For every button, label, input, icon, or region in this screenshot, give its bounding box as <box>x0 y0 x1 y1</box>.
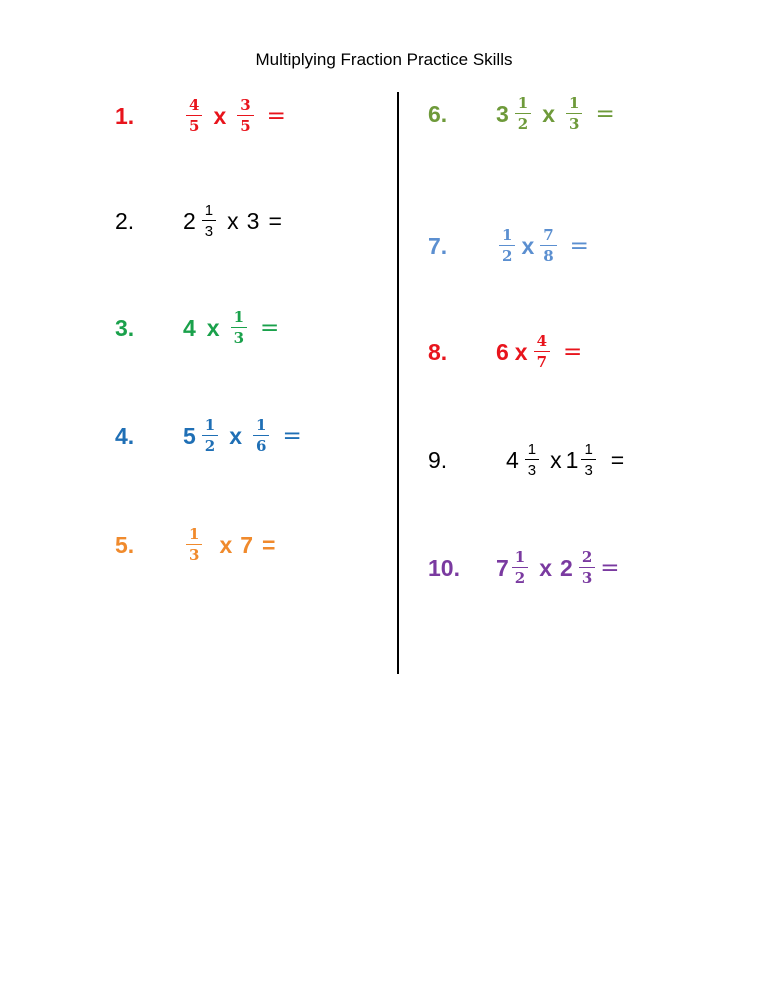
problem-number: 8. <box>428 338 448 365</box>
expression <box>496 96 615 132</box>
problem-2 <box>115 203 282 239</box>
problem-number: 2. <box>115 207 135 234</box>
fraction: $\frac{1}{3}$ <box>202 203 216 239</box>
expression <box>183 527 275 563</box>
expression <box>183 98 286 134</box>
fraction: $\frac{7}{8}$ <box>540 228 556 264</box>
problem-number: 5. <box>115 531 135 558</box>
problem-number: 9. <box>428 446 448 473</box>
problem-number: 6. <box>428 100 448 127</box>
times-sign: x <box>521 232 535 259</box>
equals-sign: = <box>600 555 620 581</box>
column-divider <box>397 92 399 674</box>
times-sign: x <box>539 554 553 581</box>
fraction: $\frac{4}{7}$ <box>534 334 550 370</box>
problem-8 <box>428 334 582 370</box>
fraction: $\frac{1}{3}$ <box>186 527 202 563</box>
times-sign: x <box>542 100 556 127</box>
fraction: $\frac{4}{5}$ <box>186 98 202 134</box>
problem-number: 7. <box>428 232 448 259</box>
equals-sign: = <box>260 315 280 341</box>
fraction: $\frac{1}{2}$ <box>499 228 515 264</box>
equals-sign: = <box>268 207 282 234</box>
problem-number: 4. <box>115 422 135 449</box>
problem-5 <box>115 527 275 563</box>
problem-4 <box>115 418 302 454</box>
times-sign: x <box>213 102 227 129</box>
times-sign: x <box>206 314 220 341</box>
expression <box>183 203 282 239</box>
problem-number: 10. <box>428 554 460 581</box>
problem-number: 3. <box>115 314 135 341</box>
problem-7 <box>428 228 589 264</box>
whole-number: 4 <box>183 314 196 341</box>
problem-10 <box>428 550 620 586</box>
fraction: $\frac{1}{6}$ <box>253 418 269 454</box>
expression <box>496 228 589 264</box>
problem-1 <box>115 98 286 134</box>
expression <box>496 550 620 586</box>
equals-sign: = <box>266 103 286 129</box>
whole-number: 1 <box>565 446 579 473</box>
expression <box>506 442 624 478</box>
whole-number: 7 <box>240 531 254 558</box>
expression <box>183 310 279 346</box>
times-sign: x <box>550 446 562 473</box>
fraction: $\frac{1}{3}$ <box>566 96 582 132</box>
times-sign: x <box>514 338 528 365</box>
times-sign: x <box>229 422 243 449</box>
worksheet-title: Multiplying Fraction Practice Skills <box>255 50 513 69</box>
equals-sign: = <box>262 531 276 558</box>
equals-sign: = <box>610 446 625 473</box>
fraction: $\frac{1}{2}$ <box>515 96 531 132</box>
fraction: $\frac{3}{5}$ <box>237 98 253 134</box>
fraction: $\frac{1}{3}$ <box>581 442 595 478</box>
whole-number: 7 <box>496 554 509 581</box>
problem-9 <box>428 442 624 478</box>
fraction: $\frac{1}{3}$ <box>525 442 539 478</box>
whole-number: 6 <box>496 338 509 365</box>
whole-number: 4 <box>506 446 519 473</box>
expression <box>183 418 302 454</box>
whole-number: 2 <box>560 554 573 581</box>
problem-number: 1. <box>115 102 135 129</box>
problem-3 <box>115 310 279 346</box>
equals-sign: = <box>569 233 589 259</box>
equals-sign: = <box>282 423 302 449</box>
expression <box>496 334 582 370</box>
whole-number: 5 <box>183 422 196 449</box>
equals-sign: = <box>595 101 615 127</box>
whole-number: 3 <box>246 207 260 234</box>
fraction: $\frac{1}{2}$ <box>512 550 528 586</box>
fraction: $\frac{1}{3}$ <box>231 310 247 346</box>
whole-number: 3 <box>496 100 509 127</box>
times-sign: x <box>227 207 239 234</box>
whole-number: 2 <box>183 207 196 234</box>
times-sign: x <box>219 531 233 558</box>
equals-sign: = <box>563 339 583 365</box>
fraction: $\frac{1}{2}$ <box>202 418 218 454</box>
problem-6 <box>428 96 615 132</box>
fraction: $\frac{2}{3}$ <box>579 550 595 586</box>
